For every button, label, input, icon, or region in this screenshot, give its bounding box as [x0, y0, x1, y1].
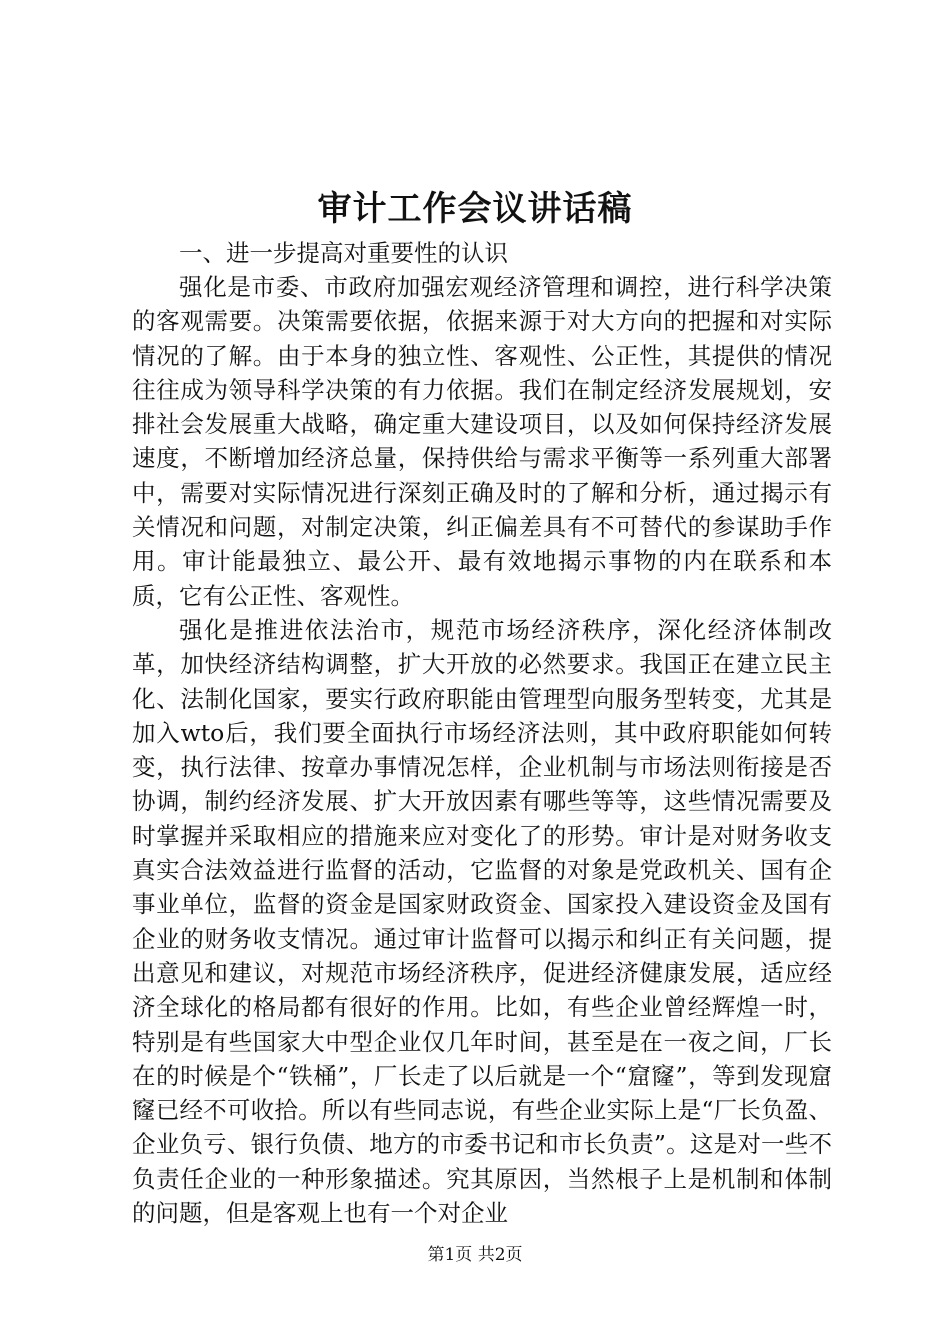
- section-heading: 一、进一步提高对重要性的认识: [179, 239, 508, 267]
- document-body: [132, 236, 832, 1230]
- paragraph-1: 强化是市委、市政府加强宏观经济管理和调控，进行科学决策的客观需要。决策需要依据，依据来源于对大方向的把握和对实际情况的了解。由于本身的独立性、客观性、公正性，其提供的情况往往成为领导科学决策的有力依据。我们在制定经济发展规划，安排社会发展重大战略，确定重大建设项目，以及如何保持经济发展速度，不断增加经济总量，保持供给与需求平衡等一系列重大部署中，需要对实际情况进行深刻正确及时的了解和分析，通过揭示有关情况和问题，对制定决策，纠正偏差具有不可替代的参谋助手作用。审计能最独立、最公开、最有效地揭示事物的内在联系和本质，它有公正性、客观性。: [132, 273, 832, 610]
- page-number-footer: 第1页 共2页: [427, 1245, 523, 1265]
- paragraph-2: 强化是推进依法治市，规范市场经济秩序，深化经济体制改革，加快经济结构调整，扩大开放的必然要求。我国正在建立民主化、法制化国家，要实行政府职能由管理型向服务型转变，尤其是加入wto后，我们要全面执行市场经济法则，其中政府职能如何转变，执行法律、按章办事情况怎样，企业机制与市场法则衔接是否协调，制约经济发展、扩大开放因素有哪些等等，这些情况需要及时掌握并采取相应的措施来应对变化了的形势。审计是对财务收支真实合法效益进行监督的活动，它监督的对象是党政机关、国有企事业单位，监督的资金是国家财政资金、国家投入建设资金及国有企业的财务收支情况。通过审计监督可以揭示和纠正有关问题，提出意见和建议，对规范市场经济秩序，促进经济健康发展，适应经济全球化的格局都有很好的作用。比如，有些企业曾经辉煌一时，特别是有些国家大中型企业仅几年时间，甚至是在一夜之间，厂长在的时候是个“铁桶”，厂长走了以后就是一个“窟窿”，等到发现窟窿已经不可收拾。所以有些同志说，有些企业实际上是“厂长负盈、企业负亏、银行负债、地方的市委书记和市长负责”。这是对一些不负责任企业的一种形象描述。究其原因，当然根子上是机制和体制的问题，但是客观上也有一个对企业: [132, 615, 832, 1228]
- document-title: 审计工作会议讲话稿: [317, 189, 633, 229]
